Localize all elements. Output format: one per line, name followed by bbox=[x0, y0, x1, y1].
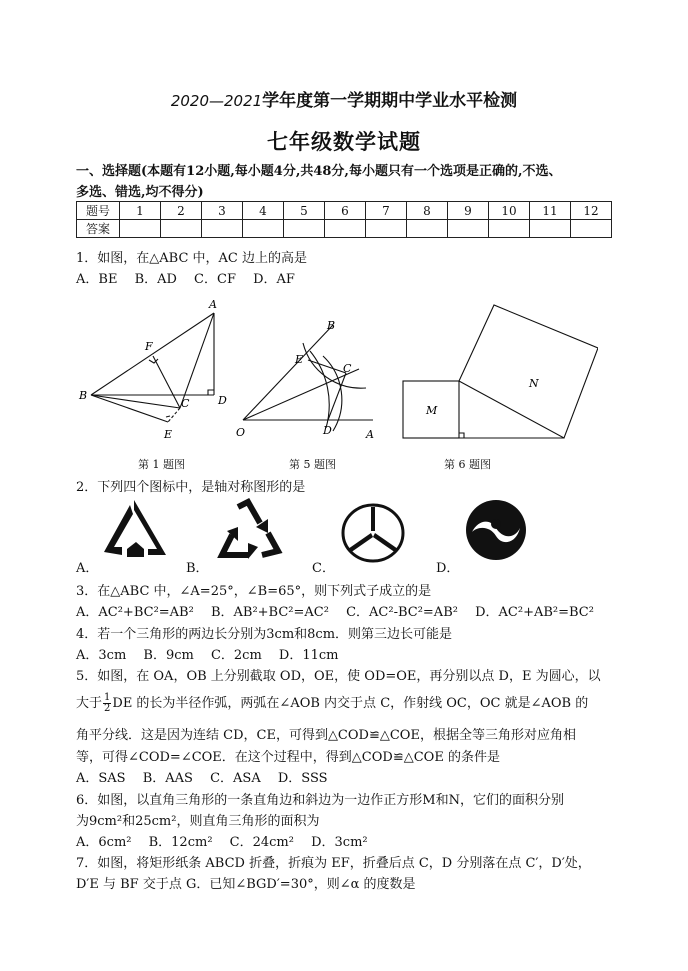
q5-line1: 5．如图，在 OA，OB 上分别截取 OD，OE，使 OD=OE，再分别以点 D，E 为圆心，以 bbox=[76, 669, 601, 684]
answer-table-number: 1 bbox=[120, 202, 161, 220]
answer-cell[interactable] bbox=[366, 220, 407, 238]
answer-cell[interactable] bbox=[284, 220, 325, 238]
answer-table-number: 4 bbox=[243, 202, 284, 220]
fig5-label-o: O bbox=[236, 426, 246, 439]
q1-options: A．BE B．AD C．CF D．AF bbox=[76, 272, 295, 287]
fig1-label-d: D bbox=[218, 394, 227, 407]
answer-table-number: 2 bbox=[161, 202, 202, 220]
answer-table-number: 7 bbox=[366, 202, 407, 220]
fig5-label-d: D bbox=[323, 424, 332, 437]
q5-line2-rest: DE 的长为半径作弧，两弧在∠AOB 内交于点 C，作射线 OC，OC 就是∠AOB 的 bbox=[112, 696, 589, 711]
fig1-label-e: E bbox=[164, 428, 173, 441]
fig5-caption: 第 5 题图 bbox=[289, 458, 336, 471]
q2-stem: 2．下列四个图标中，是轴对称图形的是 bbox=[76, 480, 306, 495]
q6-line1: 6．如图，以直角三角形的一条直角边和斜边为一边作正方形M和N，它们的面积分别 bbox=[76, 793, 564, 808]
answer-table-answer-label: 答案 bbox=[77, 220, 120, 238]
q6-options: A．6cm² B．12cm² C．24cm² D．3cm² bbox=[76, 835, 368, 850]
q5-options: A．SAS B．AAS C．ASA D．SSS bbox=[76, 771, 328, 786]
fig5-label-a: A bbox=[366, 428, 374, 441]
figure-q6 bbox=[398, 300, 598, 442]
figure-q5 bbox=[233, 313, 383, 448]
q3-options: A．AC²+BC²=AB² B．AB²+BC²=AC² C．AC²-BC²=AB² D．AC²+AB²=BC² bbox=[76, 605, 594, 620]
answer-table-number: 10 bbox=[489, 202, 530, 220]
q2-option-a: A． bbox=[76, 561, 99, 576]
answer-table bbox=[76, 201, 612, 238]
q3-stem: 3．在△ABC 中，∠A=25°，∠B=65°，则下列式子成立的是 bbox=[76, 584, 432, 599]
q2-option-d: D． bbox=[436, 561, 460, 576]
answer-cell[interactable] bbox=[325, 220, 366, 238]
fig5-label-e: E bbox=[295, 353, 304, 366]
answer-table-number: 8 bbox=[407, 202, 448, 220]
answer-table-number: 11 bbox=[530, 202, 571, 220]
fig1-label-a: A bbox=[209, 298, 217, 311]
title-year: 2020—2021 bbox=[170, 92, 263, 110]
q5-line4: 等，可得∠COD=∠COE．在这个过程中，得到△COD≌△COE 的条件是 bbox=[76, 750, 500, 765]
q6-line2: 为9cm²和25cm²，则直角三角形的面积为 bbox=[76, 814, 320, 829]
answer-table-number: 9 bbox=[448, 202, 489, 220]
q5-line3: 角平分线．这是因为连结 CD，CE，可得到△COD≌△COE，根据全等三角形对应角相 bbox=[76, 728, 576, 743]
q5-fraction-denominator: 2 bbox=[104, 703, 111, 714]
q4-stem: 4．若一个三角形的两边长分别为3cm和8cm．则第三边长可能是 bbox=[76, 627, 453, 642]
answer-cell[interactable] bbox=[161, 220, 202, 238]
fig6-label-n: N bbox=[529, 377, 539, 390]
q5-fraction bbox=[103, 693, 111, 714]
fig5-label-b: B bbox=[327, 319, 336, 332]
q7-line1: 7．如图，将矩形纸条 ABCD 折叠，折痕为 EF，折叠后点 C，D 分别落在点 C′，D′处， bbox=[76, 856, 591, 871]
exam-title bbox=[0, 86, 688, 111]
section1-heading-line1: 一、选择题(本题有12小题,每小题4分,共48分,每小题只有一个选项是正确的,不选、 bbox=[76, 164, 562, 179]
answer-table-number-row bbox=[77, 202, 612, 220]
q4-options: A．3cm B．9cm C．2cm D．11cm bbox=[76, 648, 339, 663]
section1-heading-line2: 多选、错选,均不得分) bbox=[76, 185, 204, 200]
recycle-icon-a bbox=[100, 497, 170, 562]
star-emblem-icon-c bbox=[340, 503, 406, 563]
fig6-label-m: M bbox=[426, 404, 438, 417]
exam-subtitle: 七年级数学试题 bbox=[267, 129, 421, 154]
q2-option-c: C． bbox=[312, 561, 335, 576]
q5-fraction-numerator: 1 bbox=[104, 692, 111, 703]
recycle-icon-b bbox=[212, 497, 284, 562]
q2-option-b: B． bbox=[186, 561, 209, 576]
answer-table-number-label: 题号 bbox=[77, 202, 120, 220]
q7-line2: D′E 与 BF 交于点 G．已知∠BGD′=30°，则∠α 的度数是 bbox=[76, 877, 416, 892]
answer-table-answer-row bbox=[77, 220, 612, 238]
answer-cell[interactable] bbox=[407, 220, 448, 238]
answer-cell[interactable] bbox=[530, 220, 571, 238]
fig1-label-c: C bbox=[181, 397, 190, 410]
answer-table-number: 6 bbox=[325, 202, 366, 220]
answer-cell[interactable] bbox=[120, 220, 161, 238]
title-main: 学年度第一学期期中学业水平检测 bbox=[262, 91, 518, 111]
q1-stem: 1．如图，在△ABC 中，AC 边上的高是 bbox=[76, 251, 307, 266]
answer-cell[interactable] bbox=[489, 220, 530, 238]
fig1-caption: 第 1 题图 bbox=[138, 458, 185, 471]
fig6-caption: 第 6 题图 bbox=[444, 458, 491, 471]
answer-cell[interactable] bbox=[571, 220, 612, 238]
answer-cell[interactable] bbox=[448, 220, 489, 238]
answer-table-number: 5 bbox=[284, 202, 325, 220]
answer-cell[interactable] bbox=[202, 220, 243, 238]
answer-table-number: 3 bbox=[202, 202, 243, 220]
answer-table-number: 12 bbox=[571, 202, 612, 220]
fig5-label-c: C bbox=[343, 362, 352, 375]
answer-cell[interactable] bbox=[243, 220, 284, 238]
fig1-label-f: F bbox=[145, 340, 153, 353]
swirl-emblem-icon-d bbox=[464, 498, 528, 562]
q5-line2 bbox=[76, 692, 588, 714]
figure-q1 bbox=[74, 296, 234, 446]
q5-line2-prefix: 大于 bbox=[76, 696, 103, 711]
fig1-label-b: B bbox=[79, 389, 88, 402]
